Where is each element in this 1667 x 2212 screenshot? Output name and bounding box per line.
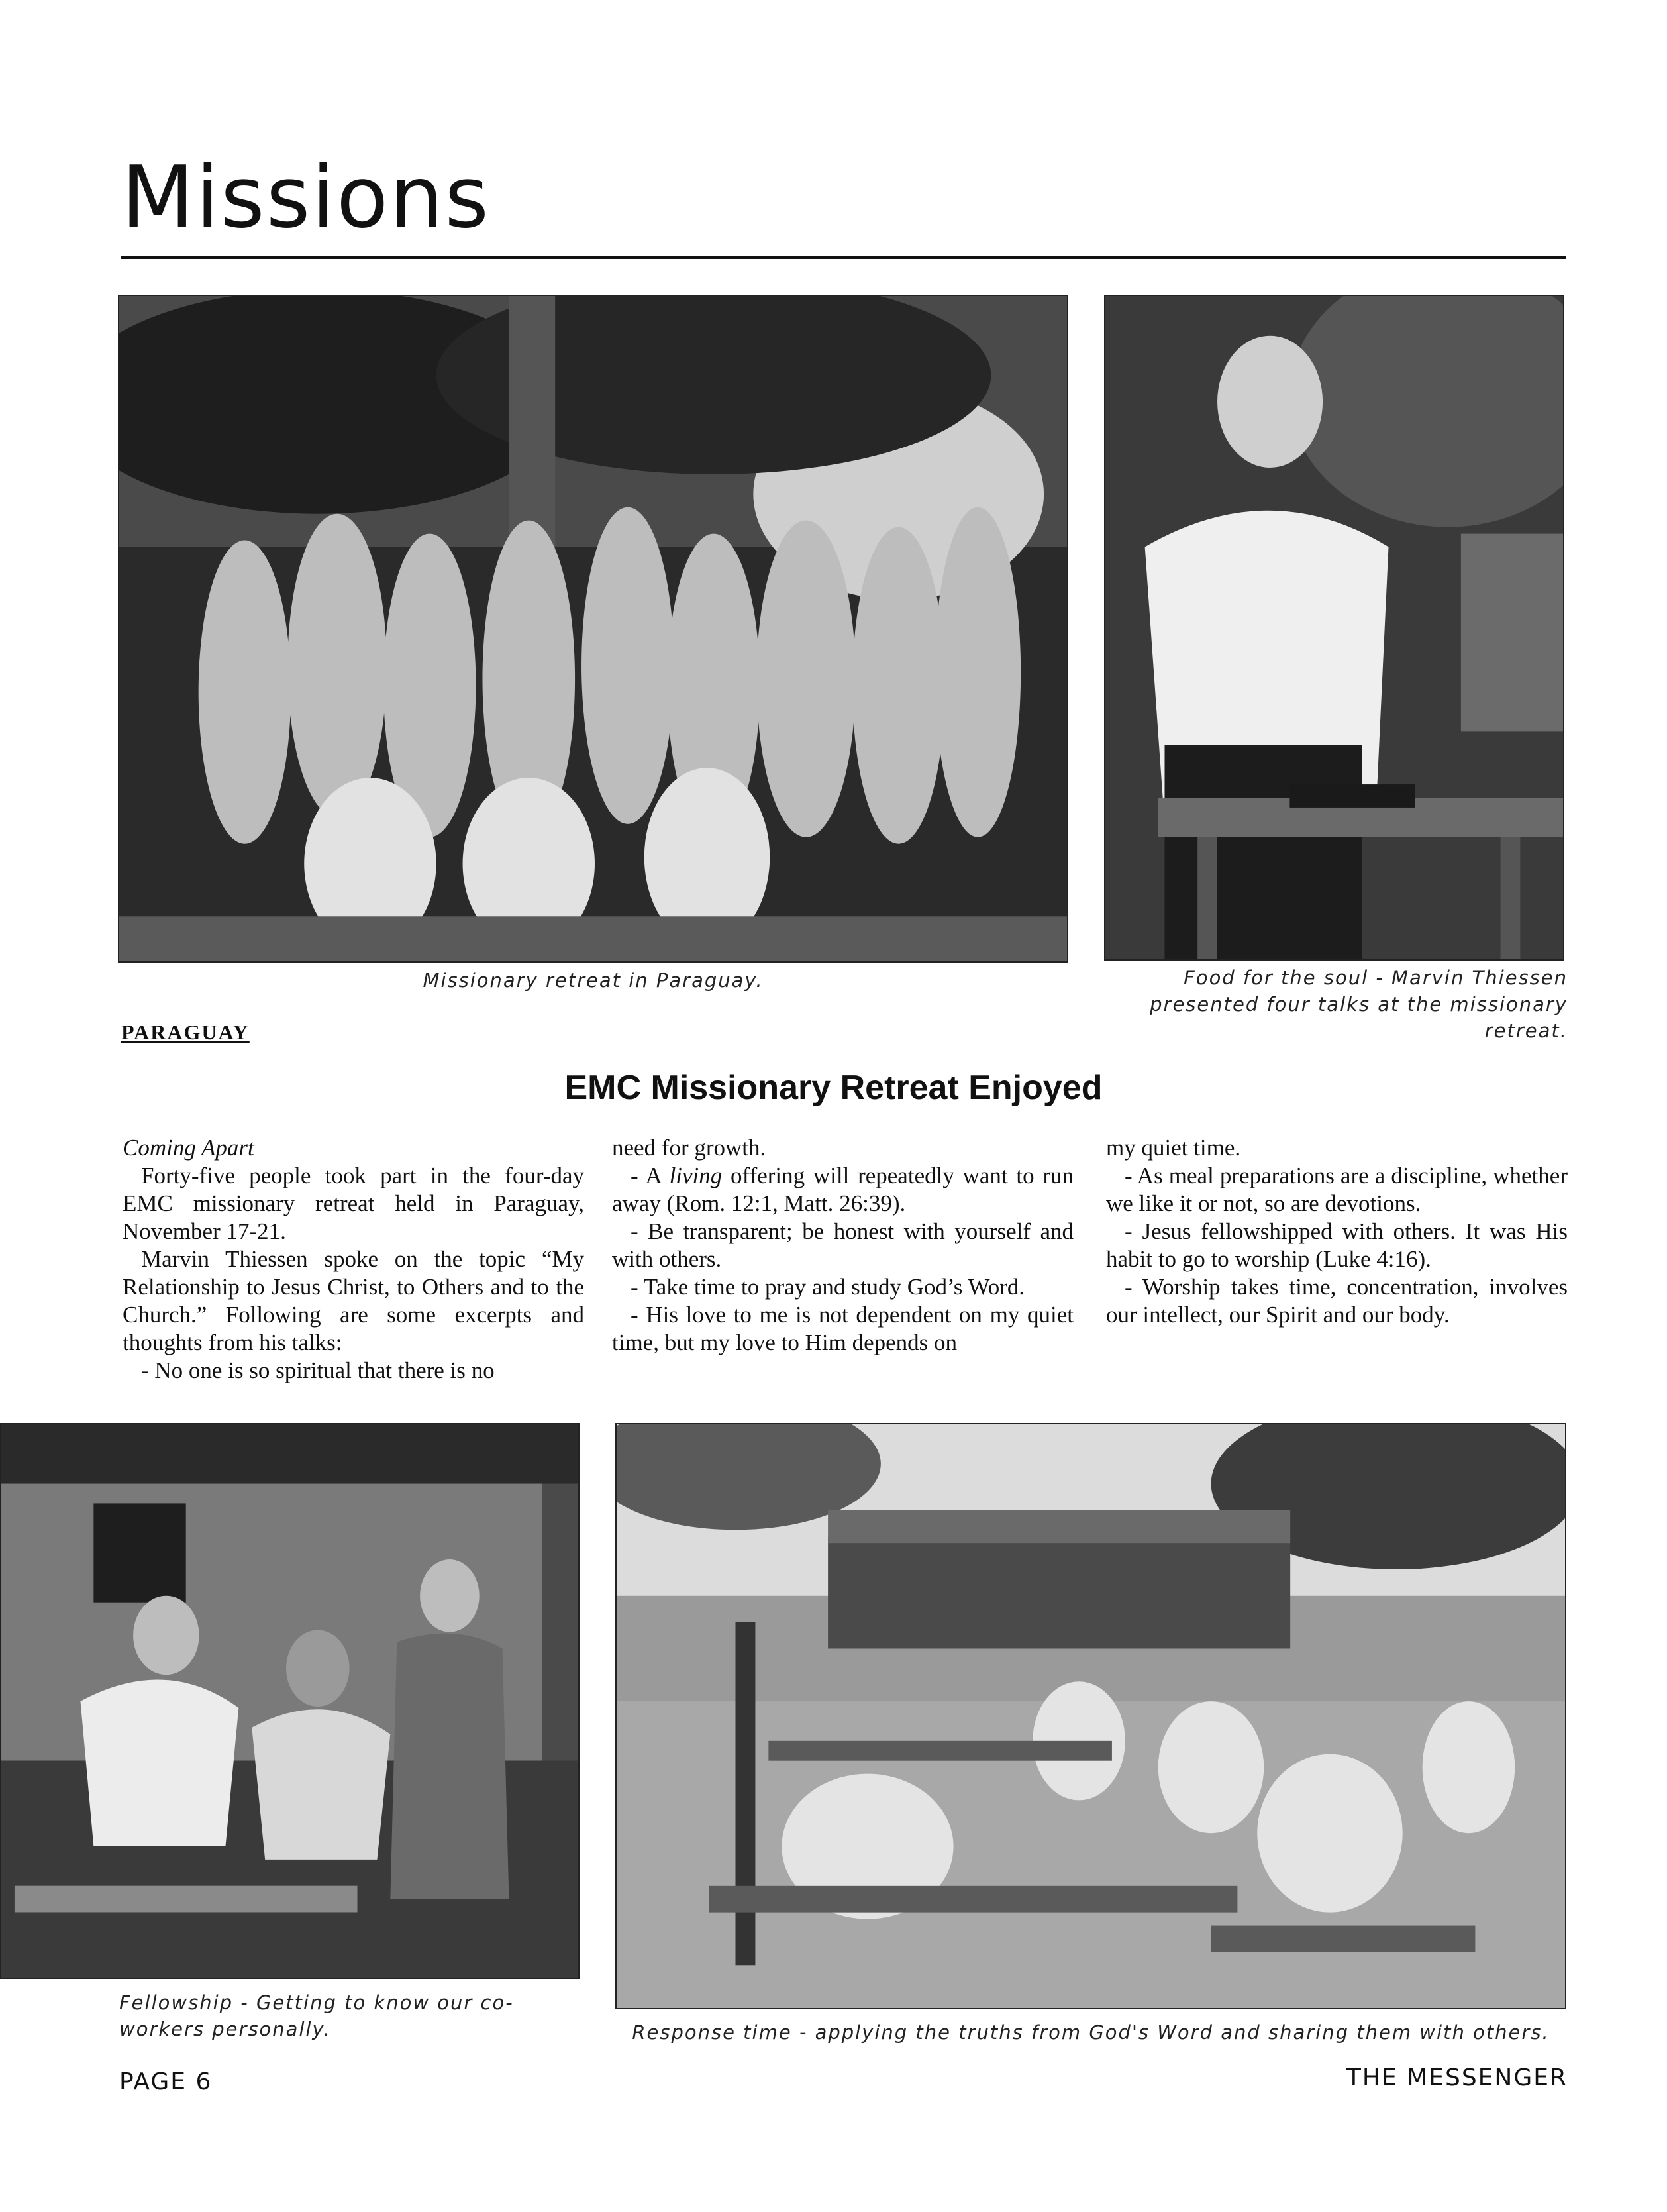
article-column-1	[123, 1134, 584, 1385]
article-headline: EMC Missionary Retreat Enjoyed	[564, 1069, 1103, 1107]
fellowship-photo-caption: Fellowship - Getting to know our co-workers personally.	[119, 1991, 514, 2040]
paragraph: need for growth.	[612, 1135, 766, 1161]
section-title: Missions	[121, 148, 491, 247]
group-photo-caption: Missionary retreat in Paraguay.	[423, 969, 764, 992]
fellowship-photo	[0, 1423, 580, 1979]
article-column-2	[612, 1134, 1074, 1357]
article-subhead: Coming Apart	[123, 1135, 254, 1161]
response-photo-caption: Response time - applying the truths from God's Word and sharing them with others.	[632, 2021, 1550, 2044]
paragraph: - His love to me is not dependent on my quiet time, but my love to Him depends on	[612, 1302, 1074, 1355]
paragraph: - Take time to pray and study God’s Word.	[631, 1274, 1025, 1300]
paragraph: Forty-five people took part in the four-day EMC missionary retreat held in Paraguay, November 17-21.	[123, 1163, 584, 1244]
response-photo	[615, 1423, 1566, 2009]
paragraph: - No one is so spiritual that there is no	[141, 1357, 495, 1383]
paragraph: - Worship takes time, concentration, involves our intellect, our Spirit and our body.	[1106, 1274, 1568, 1328]
speaker-photo-caption: Food for the soul - Marvin Thiessen presented four talks at the missionary retreat.	[1150, 967, 1568, 1042]
paragraph: my quiet time.	[1106, 1135, 1241, 1161]
article-column-3	[1106, 1134, 1568, 1329]
paragraph: - A living offering will repeatedly want to run away (Rom. 12:1, Matt. 26:39).	[612, 1163, 1074, 1216]
page-number: PAGE 6	[119, 2068, 213, 2095]
group-photo	[118, 295, 1068, 963]
publication-name: THE MESSENGER	[1346, 2064, 1568, 2091]
speaker-photo	[1104, 295, 1564, 961]
article-kicker: PARAGUAY	[121, 1020, 250, 1044]
paragraph: - Jesus fellowshipped with others. It was His habit to go to worship (Luke 4:16).	[1106, 1218, 1568, 1272]
paragraph: Marvin Thiessen spoke on the topic “My Relationship to Jesus Christ, to Others and to the Church.” Following are some excerpts and thoughts from his talks:	[123, 1246, 584, 1355]
paragraph: - As meal preparations are a discipline, whether we like it or not, so are devotions.	[1106, 1163, 1568, 1216]
paragraph: - Be transparent; be honest with yourself and with others.	[612, 1218, 1074, 1272]
title-rule	[121, 256, 1566, 259]
